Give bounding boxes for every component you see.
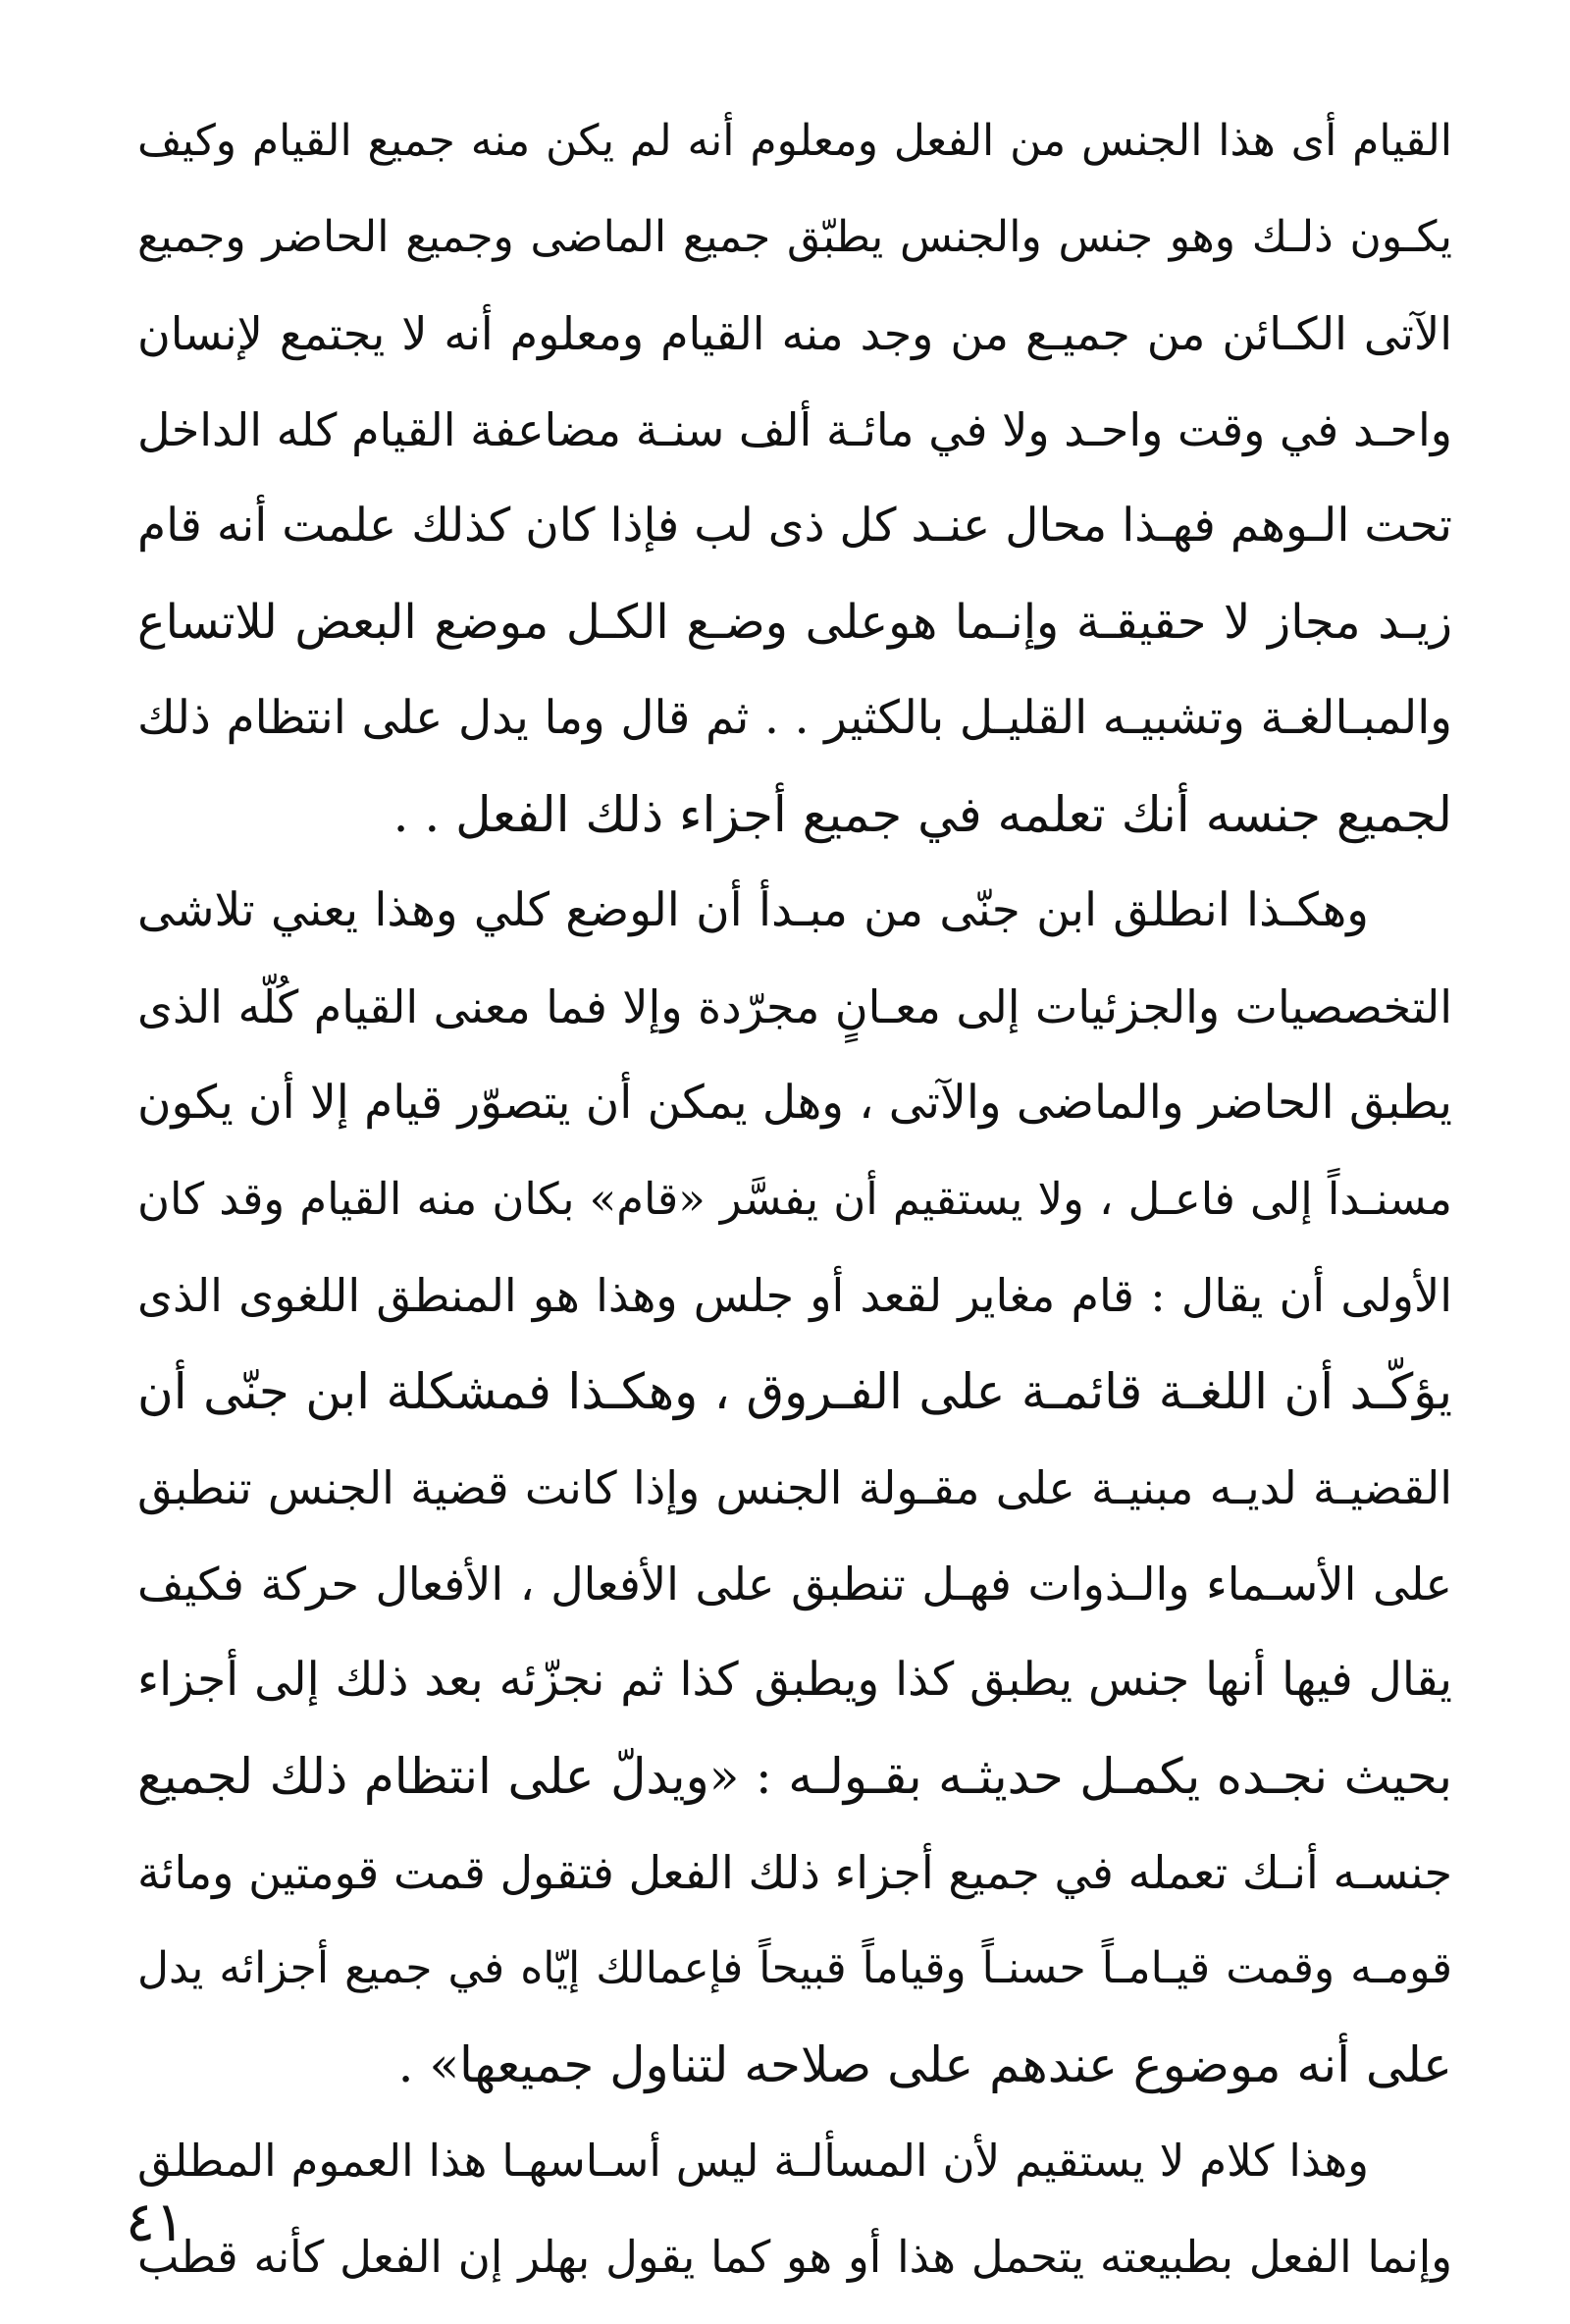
text-line: القيام أى هذا الجنس من الفعل ومعلوم أنه لم يكن منه جميع القيام وكيف <box>137 116 1452 166</box>
page-number: ٤١ <box>126 2191 185 2254</box>
text-line: زيـد مجاز لا حقيقـة وإنـما هوعلى وضـع الكـل موضع البعض للاتساع <box>137 595 1452 650</box>
paragraph-end-line: لجميع جنسه أنك تعلمه في جميع أجزاء ذلك الفعل . . <box>392 786 1452 843</box>
text-line: يكـون ذلـك وهو جنس والجنس يطبّق جميع الماضى وجميع الحاضر وجميع <box>137 212 1452 262</box>
text-line: يقال فيها أنها جنس يطبق كذا ويطبق كذا ثم نجزّئه بعد ذلك إلى أجزاء <box>137 1653 1452 1707</box>
text-line: بحيث نجـده يكمـل حديثـه بقـولـه : «ويدلّ على انتظام ذلك لجميع <box>137 1748 1452 1805</box>
text-line: الآتى الكـائن من جميـع من وجد منه القيام ومعلوم أنه لا يجتمع لإنسان <box>137 307 1452 360</box>
text-line: وإنما الفعل بطبيعته يتحمل هذا أو هو كما يقول بهلر إن الفعل كأنه قطب <box>137 2231 1452 2283</box>
text-line: يطبق الحاضر والماضى والآتى ، وهل يمكن أن يتصوّر قيام إلا أن يكون <box>137 1076 1452 1130</box>
text-line: قومـه وقمت قيـامـاً حسنـاً وقياماً قبيحاً فإعمالك إيّاه في جميع أجزائه يدل <box>137 1943 1452 1993</box>
text-line: والمبـالغـة وتشبيـه القليـل بالكثير . . ثم قال وما يدل على انتظام ذلك <box>137 691 1452 745</box>
text-line: تحت الـوهم فهـذا محال عنـد كل ذى لب فإذا كان كذلك علمت أنه قام <box>137 499 1452 553</box>
paragraph-start-line: وهكـذا انطلق ابن جنّى من مبـدأ أن الوضع كلي وهذا يعني تلاشى <box>137 883 1369 937</box>
paragraph-start-line: وهذا كلام لا يستقيم لأن المسألـة ليس أسـاسهـا هذا العموم المطلق <box>137 2135 1369 2187</box>
text-line: مسنـداً إلى فاعـل ، ولا يستقيم أن يفسَّر «قام» بكان منه القيام وقد كان <box>137 1173 1452 1225</box>
text-line: يؤكّـد أن اللغـة قائمـة على الفـروق ، وهكـذا فمشكلة ابن جنّى أن <box>137 1363 1452 1420</box>
text-line: الأولى أن يقال : قام مغاير لقعد أو جلس وهذا هو المنطق اللغوى الذى <box>137 1269 1452 1322</box>
text-line: جنسـه أنـك تعمله في جميع أجزاء ذلك الفعل فتقول قمت قومتين ومائة <box>137 1846 1452 1899</box>
text-line: التخصصيات والجزئيات إلى معـانٍ مجرّدة وإلا فما معنى القيام كُلّه الذى <box>137 980 1452 1033</box>
paragraph-end-line: على أنه موضوع عندهم على صلاحه لتناول جميعها» . <box>397 2036 1452 2093</box>
text-line: القضيـة لديـه مبنيـة على مقـولة الجنس وإذا كانت قضية الجنس تنطبق <box>137 1461 1452 1514</box>
text-line: واحـد في وقت واحـد ولا في مائـة ألف سنـة مضاعفة القيام كله الداخل <box>137 403 1452 456</box>
text-line: على الأسـماء والـذوات فهـل تنطبق على الأفعال ، الأفعال حركة فكيف <box>137 1558 1452 1611</box>
body-text <box>137 93 1452 2305</box>
